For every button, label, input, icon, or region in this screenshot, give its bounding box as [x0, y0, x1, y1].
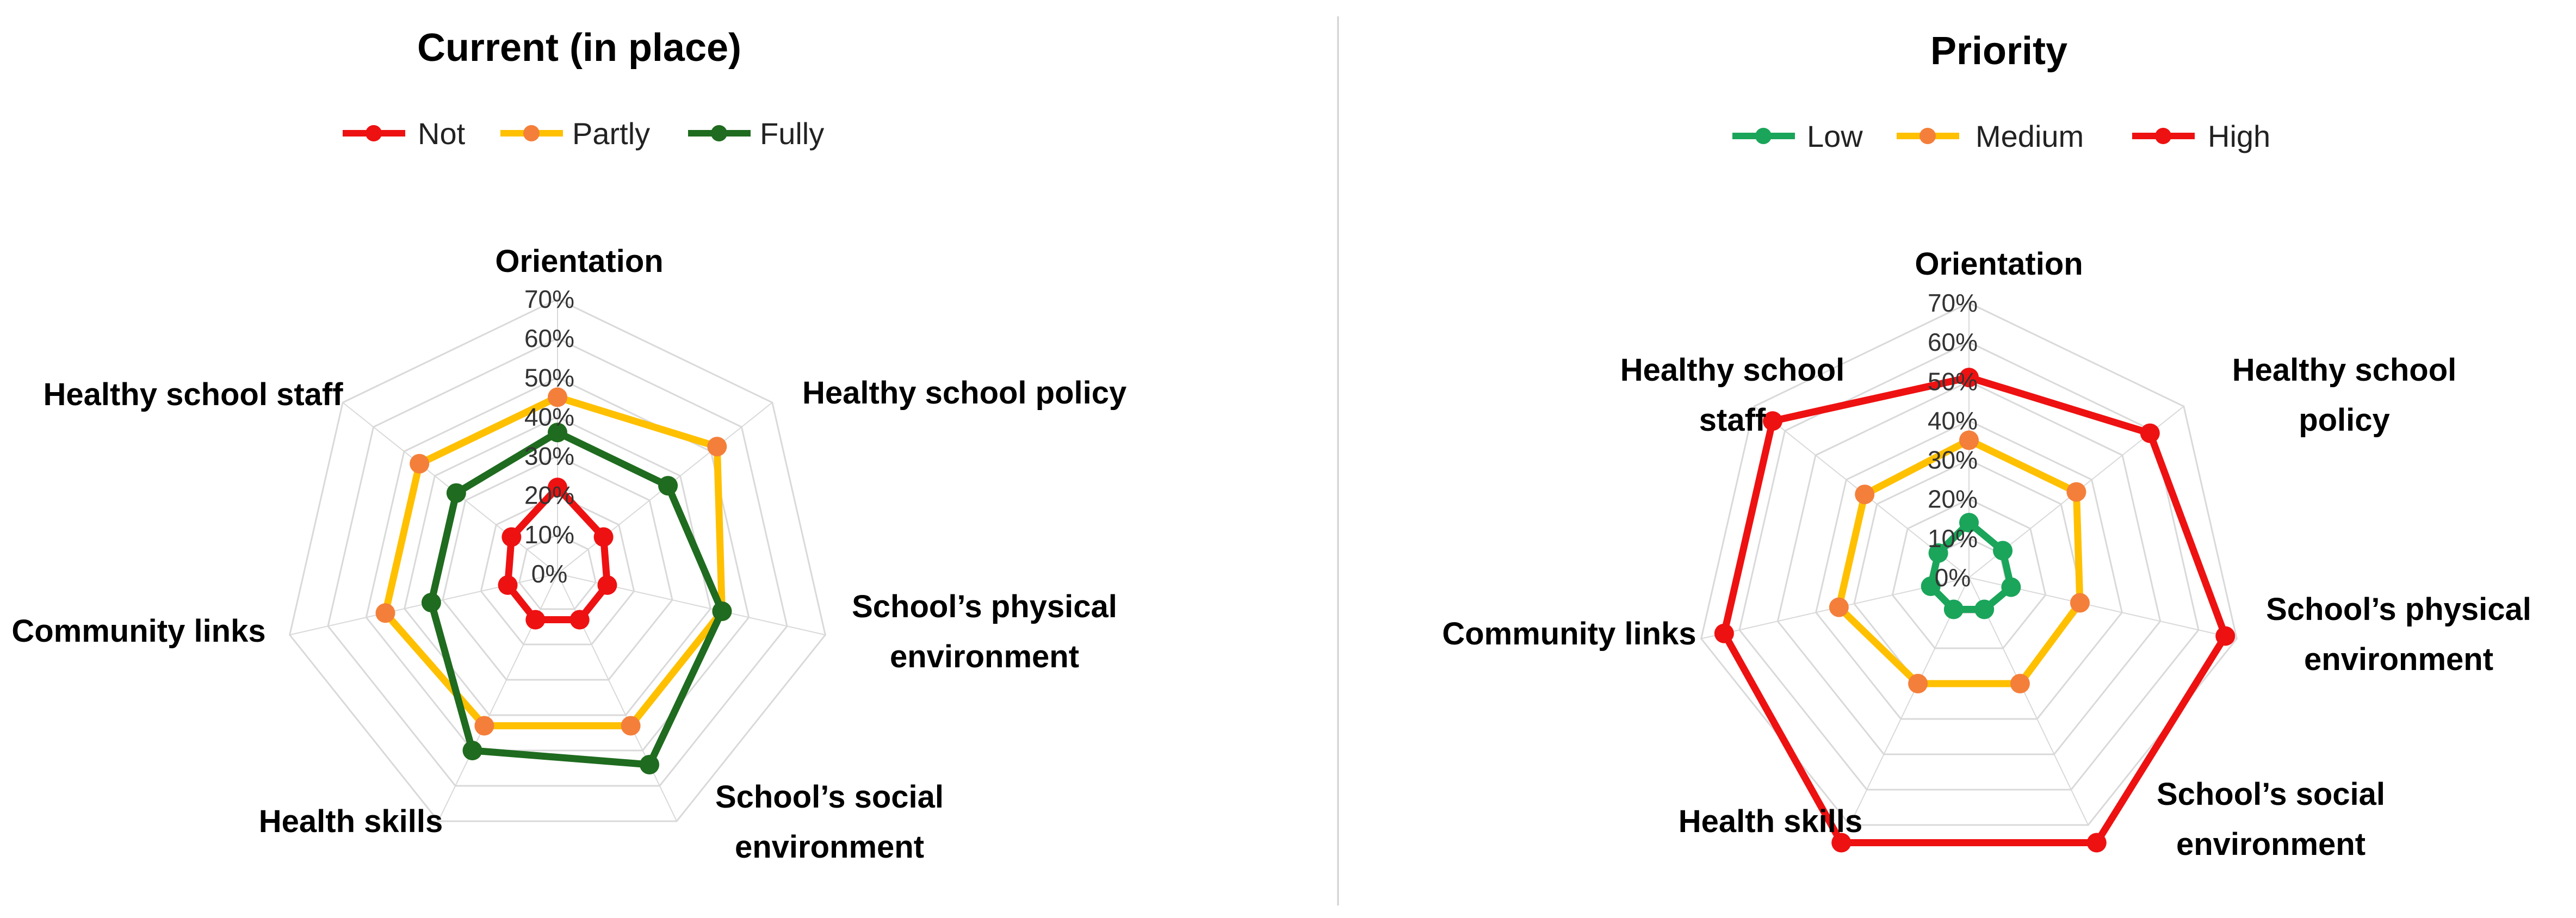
category-label-healthy-school-policy: Healthy school policy	[2232, 352, 2457, 438]
chart-title: Current (in place)	[417, 26, 742, 70]
axis-tick-label: 70%	[524, 285, 575, 313]
legend-label: Not	[418, 116, 466, 151]
legend-item-fully	[688, 116, 824, 151]
data-point	[1763, 411, 1782, 431]
axis-tick-label: 50%	[1927, 367, 1978, 396]
legend-label: Medium	[1976, 119, 2084, 153]
data-point	[1974, 599, 1994, 619]
axis-tick-label: 50%	[524, 363, 575, 392]
legend-label: Fully	[760, 116, 825, 151]
legend-swatch-marker	[366, 125, 382, 141]
category-label-healthy-school-policy: Healthy school policy	[802, 375, 1127, 411]
category-label-orientation: Orientation	[1915, 246, 2083, 282]
data-point	[422, 593, 441, 612]
legend-label: Partly	[572, 116, 651, 151]
legend-item-high	[2132, 119, 2270, 153]
data-point	[1855, 485, 1874, 504]
data-point	[498, 575, 518, 595]
legend-item-medium	[1897, 119, 2084, 153]
legend-label: High	[2208, 119, 2271, 153]
axis-tick-label: 30%	[524, 442, 575, 470]
data-point	[474, 716, 494, 735]
data-point	[570, 610, 590, 629]
legend-item-partly	[500, 116, 650, 151]
category-label-health-skills: Health skills	[1678, 804, 1863, 839]
axis-tick-label: 20%	[1927, 485, 1978, 513]
axis-tick-label: 70%	[1927, 289, 1978, 317]
axis-tick-label: 40%	[1927, 406, 1978, 435]
data-point	[594, 528, 614, 547]
chart-title: Priority	[1930, 29, 2068, 73]
category-label-health-skills: Health skills	[258, 804, 443, 839]
data-point	[447, 483, 466, 503]
data-point	[640, 755, 659, 774]
axis-tick-label: 60%	[524, 324, 575, 353]
category-label-healthy-school-staff: Healthy school staff	[43, 377, 343, 412]
axis-tick-label: 0%	[531, 560, 568, 588]
data-point	[2070, 593, 2090, 613]
data-point	[2010, 674, 2030, 693]
grid-spoke	[558, 574, 677, 821]
data-point	[375, 603, 395, 623]
data-point	[2087, 833, 2107, 852]
legend-label: Low	[1807, 119, 1863, 153]
category-label-community-links: Community links	[1442, 616, 1696, 652]
legend-item-low	[1732, 119, 1863, 153]
data-point	[525, 610, 545, 629]
data-point	[1993, 541, 2013, 561]
legend-swatch-marker	[711, 125, 727, 141]
data-point	[707, 437, 727, 456]
legend-swatch-marker	[523, 125, 540, 141]
axis-tick-label: 30%	[1927, 445, 1978, 474]
axis-tick-label: 10%	[1927, 524, 1978, 553]
data-point	[410, 454, 429, 474]
data-point	[712, 601, 732, 621]
category-label-community-links: Community links	[11, 613, 266, 649]
data-point	[1944, 599, 1964, 619]
data-point	[2215, 627, 2235, 646]
axis-tick-label: 0%	[1934, 563, 1971, 592]
data-point	[597, 575, 617, 595]
category-label-school-s-social-environment: School’s social environment	[2156, 777, 2386, 862]
axis-tick-label: 40%	[524, 402, 575, 431]
axis-tick-label: 20%	[524, 481, 575, 510]
data-point	[2066, 482, 2086, 502]
legend-swatch-marker	[1755, 128, 1772, 144]
chart-priority	[1442, 29, 2531, 862]
category-label-school-s-physical-environment: School’s physical environment	[2266, 592, 2531, 677]
grid-spoke	[558, 574, 825, 635]
data-point	[501, 528, 521, 547]
data-point	[2001, 578, 2021, 597]
data-point	[462, 741, 482, 760]
legend-item-not	[343, 116, 466, 151]
data-point	[2140, 424, 2160, 443]
data-point	[621, 716, 641, 735]
legend-swatch-marker	[2155, 128, 2171, 144]
category-label-orientation: Orientation	[495, 244, 664, 279]
category-label-school-s-social-environment: School’s social environment	[715, 779, 944, 865]
category-label-school-s-physical-environment: School’s physical environment	[852, 589, 1117, 674]
axis-tick-label: 10%	[524, 520, 575, 549]
series-fully	[422, 423, 732, 774]
legend-swatch-marker	[1919, 128, 1936, 144]
series-line	[1839, 441, 2080, 684]
data-point	[1829, 598, 1849, 617]
axis-tick-label: 60%	[1927, 328, 1978, 357]
data-point	[1908, 674, 1928, 693]
data-point	[1714, 624, 1734, 643]
data-point	[658, 476, 678, 495]
category-label-healthy-school-staff: Healthy school staff	[1620, 352, 1845, 438]
chart-current-in-place	[11, 26, 1126, 865]
